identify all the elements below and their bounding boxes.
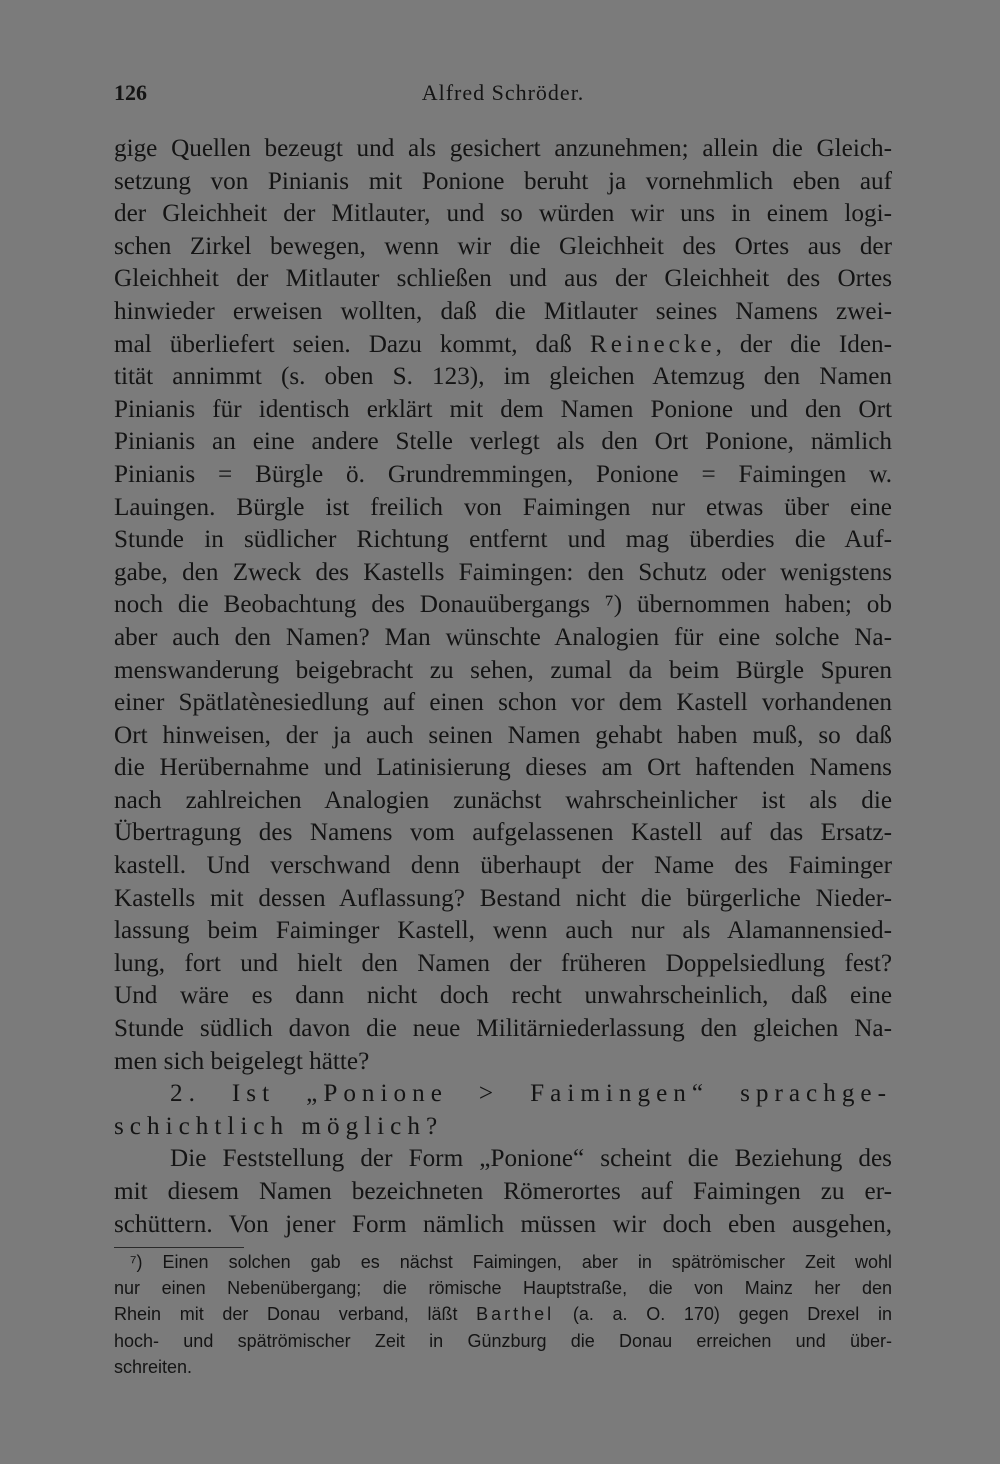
footnote-line: hoch- und spätrömischer Zeit in Günzburg die Donau erreichen und über- [114,1330,892,1351]
section-heading [114,1078,892,1143]
text-segment: (a. a. O. 170) gegen Drexel in [554,1304,892,1325]
text-line: menswanderung beigebracht zu sehen, zumal da beim Bürgle Spuren [114,656,892,684]
text-line: Gleichheit der Mitlauter schließen und aus der Gleichheit des Ortes [114,265,892,293]
text-line: der Gleichheit der Mitlauter, und so würden wir uns in einem logi- [114,200,892,228]
text-line: Die Feststellung der Form „Ponione“ scheint die Beziehung des [170,1145,892,1173]
page-number: 126 [114,80,147,105]
text-line: Ort hinweisen, der ja auch seinen Namen gehabt haben muß, so daß [114,721,892,749]
spaced-name: Reinecke [589,330,716,358]
text-line: kastell. Und verschwand denn überhaupt der Name des Faiminger [114,852,892,880]
text-line: einer Spätlatènesiedlung auf einen schon vor dem Kastell vorhandenen [114,689,892,717]
text-segment: mal überliefert seien. Dazu kommt, daß [114,330,590,358]
footnote-line: nur einen Nebenübergang; die römische Hauptstraße, die von Mainz her den [114,1278,892,1299]
text-line: lung, fort und hielt den Namen der früheren Doppelsiedlung fest? [114,949,892,977]
spaced-name: Barthel [476,1304,555,1325]
footnote-rule [114,1247,244,1248]
text-line: nach zahlreichen Analogien zunächst wahrscheinlicher ist als die [114,786,892,814]
text-line: Pinianis an eine andere Stelle verlegt als den Ort Ponione, nämlich [114,428,892,456]
section-heading-line: 2. Ist „Ponione > Faimingen“ sprachge- [170,1080,892,1108]
running-title: Alfred Schröder. [421,80,585,105]
footnote-line: ⁷) Einen solchen gab es nächst Faimingen, aber in spätrömischer Zeit wohl [130,1252,892,1272]
section-heading-line: schichtlich möglich? [114,1112,444,1140]
text-line: Und wäre es dann nicht doch recht unwahrscheinlich, daß eine [114,982,892,1010]
text-line: schüttern. Von jener Form nämlich müssen wir doch eben ausgehen, [114,1210,892,1238]
text-line: mit diesem Namen bezeichneten Römerortes auf Faimingen zu er- [114,1178,892,1205]
text-line: schen Zirkel bewegen, wenn wir die Gleichheit des Ortes aus der [114,232,892,260]
text-line: gige Quellen bezeugt und als gesichert anzunehmen; allein die Gleich- [114,135,892,162]
text-line: Übertragung des Namens vom aufgelassenen Kastell auf das Ersatz- [114,819,892,847]
text-line: gabe, den Zweck des Kastells Faimingen: den Schutz oder wenigstens [114,558,892,586]
paragraph-1 [114,133,892,1078]
text-line: lassung beim Faiminger Kastell, wenn auch nur als Alamannensied- [114,917,892,945]
text-line: die Herübernahme und Latinisierung dieses am Ort haftenden Namens [114,754,892,782]
text-line: aber auch den Namen? Man wünschte Analogien für eine solche Na- [114,623,892,651]
text-line: tität annimmt (s. oben S. 123), im gleichen Atemzug den Namen [114,363,892,391]
text-line: Stunde in südlicher Richtung entfernt und mag überdies die Auf- [114,526,892,554]
footnote-line [114,1301,892,1327]
text-line: Pinianis für identisch erklärt mit dem Namen Ponione und den Ort [114,395,892,423]
running-head [114,76,892,116]
paragraph-2 [114,1143,892,1241]
text-line: men sich beigelegt hätte? [114,1047,370,1075]
body-text [114,133,892,1241]
text-segment: Rhein mit der Donau verband, läßt [114,1304,477,1325]
text-line: Lauingen. Bürgle ist freilich von Faimingen nur etwas über eine [114,493,892,521]
text-line: noch die Beobachtung des Donauübergangs ⁷) übernommen haben; ob [114,591,892,619]
footnote-line: schreiten. [114,1356,193,1377]
text-segment: , der die Iden- [715,330,892,358]
text-line [114,329,892,362]
text-line: Kastells mit dessen Auflassung? Bestand nicht die bürgerliche Nieder- [114,884,892,912]
footnote [114,1249,892,1380]
text-line: Stunde südlich davon die neue Militärniederlassung den gleichen Na- [114,1015,892,1043]
text-line: setzung von Pinianis mit Ponione beruht ja vornehmlich eben auf [114,167,892,195]
text-line: Pinianis = Bürgle ö. Grundremmingen, Ponione = Faimingen w. [114,460,892,488]
text-line: hinwieder erweisen wollten, daß die Mitlauter seines Namens zwei- [114,297,892,325]
